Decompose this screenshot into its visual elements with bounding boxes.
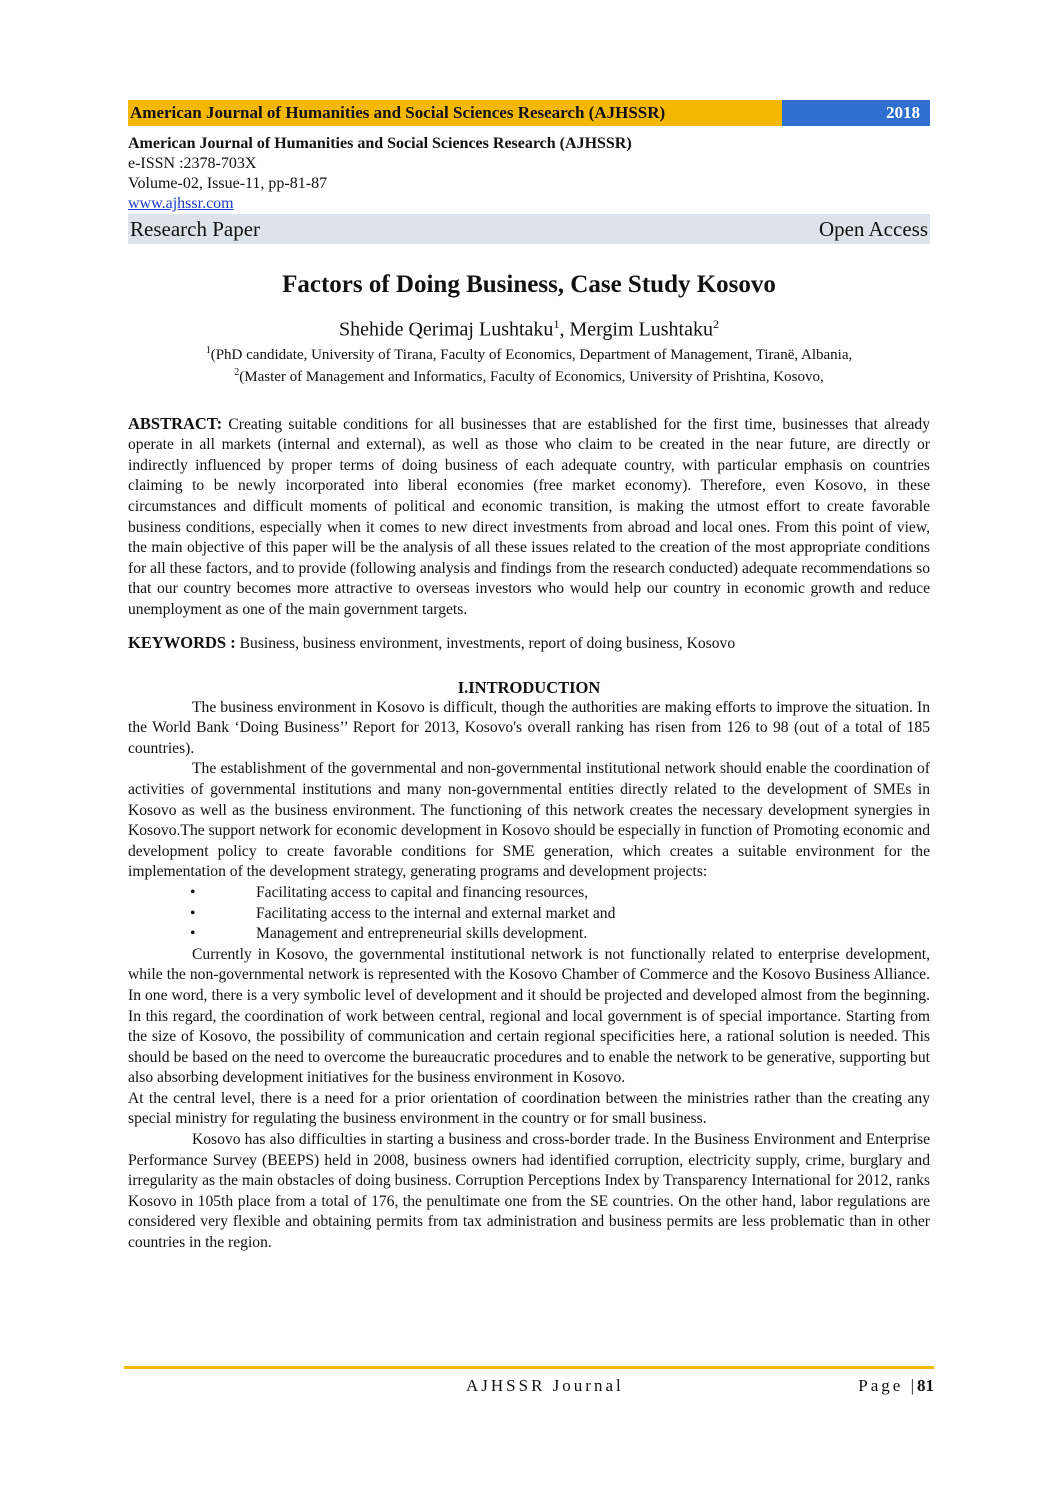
list-item-text: Management and entrepreneurial skills development. <box>256 925 588 943</box>
footer-page-label: Page | <box>858 1376 917 1395</box>
paper-type-bar <box>128 214 930 244</box>
author-affiliation-marker: 2 <box>712 317 719 331</box>
journal-header-bar <box>128 100 930 126</box>
keywords <box>128 633 930 654</box>
keywords-text: Business, business environment, investments, report of doing business, Kosovo <box>235 634 736 652</box>
section-heading: I.INTRODUCTION <box>457 677 601 697</box>
bullet-icon: • <box>190 904 196 922</box>
affiliation-text: (PhD candidate, University of Tirana, Faculty of Economics, Department of Management, Tiranë, Albania, <box>210 346 853 363</box>
introduction-body <box>128 698 930 1254</box>
author-list <box>128 312 930 342</box>
paragraph: The business environment in Kosovo is difficult, though the authorities are making efforts to improve the situation. In the World Bank ‘Doing Business’’ Report for 2013, Kosovo's overall ranking has risen from 126 to 98 (out of a total of 185 countries). <box>128 698 930 757</box>
bullet-list <box>128 883 930 945</box>
affiliation-marker: 2 <box>234 366 240 378</box>
journal-volume: Volume-02, Issue-11, pp-81-87 <box>128 175 328 192</box>
journal-website-link[interactable]: www.ajhssr.com <box>128 195 234 212</box>
abstract-label: ABSTRACT: <box>128 413 223 433</box>
bullet-icon: • <box>190 925 196 943</box>
journal-meta <box>128 134 930 214</box>
author-affiliation-marker: 1 <box>553 317 560 331</box>
list-item-text: Facilitating access to capital and financing resources, <box>256 883 589 901</box>
author-name: Shehide Qerimaj Lushtaku <box>339 318 554 341</box>
paragraph: Currently in Kosovo, the governmental institutional network is not functionally related to enterprise development, while the non-governmental network is represented with the Kosovo Chamber of Commerce and the Kosovo Business Alliance. In one word, there is a very symbolic level of development and it should be projected and developed almost from the beginning. In this regard, the coordination of work between central, regional and local government is of special importance. Starting from the size of Kosovo, the possibility of communication and certain regional specificities here, a rational solution is needed. This should be based on the need to overcome the bureaucratic procedures and to enable the network to be generative, supporting but also absorbing development initiatives for the business environment in Kosovo. <box>128 945 930 1087</box>
abstract-text: Creating suitable conditions for all businesses that are established for the first time, businesses that already operate in all markets (internal and external), as well as those who claim to be created in the near future, are directly or indirectly influenced by proper terms of doing business of each adequate country, with particular emphasis on countries claiming to be newly incorporated into liberal economies (free market economy). Therefore, even Kosovo, in these circumstances and difficult moments of political and economic transition, is making the utmost effort to create favorable business conditions, especially when it comes to new direct investments from abroad and local ones. From this point of view, the main objective of this paper will be the analysis of all these issues related to the creation of the most appropriate conditions for all these factors, and to provide (following analysis and findings from the research conducted) adequate recommendations so that our country becomes more attractive to overseas investors who would help our country in economic growth and reduce unemployment as one of the main government targets. <box>128 415 930 618</box>
author-name: Mergim Lushtaku <box>569 318 713 341</box>
journal-issn: e-ISSN :2378-703X <box>128 155 257 172</box>
footer-page <box>858 1376 934 1396</box>
paper-type-label: Research Paper <box>130 217 261 241</box>
journal-header-title: American Journal of Humanities and Social Sciences Research (AJHSSR) <box>128 100 782 126</box>
affiliation-marker: 1 <box>205 344 211 356</box>
footer-divider <box>124 1366 934 1369</box>
affiliation-line <box>128 342 930 364</box>
paragraph: The establishment of the governmental and non-governmental institutional network should enable the coordination of activities of governmental institutions and many non-governmental entities directly related to the development of SMEs in Kosovo as well as the business environment. The functioning of this network creates the necessary development synergies in Kosovo.The support network for economic development in Kosovo should be especially in function of Promoting economic and development policy to create favorable conditions for SME generation, which creates a suitable environment for the implementation of the development strategy, generating programs and development projects: <box>128 760 930 881</box>
journal-name: American Journal of Humanities and Social Sciences Research (AJHSSR) <box>128 135 632 152</box>
paragraph: At the central level, there is a need for a prior orientation of coordination between the ministries rather than the creating any special ministry for regulating the business environment in the country or for small business. <box>128 1089 930 1128</box>
footer-page-number: 81 <box>917 1376 934 1395</box>
footer-journal: AJHSSR Journal <box>466 1376 624 1395</box>
keywords-label: KEYWORDS : <box>128 632 236 652</box>
abstract <box>128 414 930 621</box>
author-separator: , <box>559 318 570 341</box>
list-item <box>128 924 930 945</box>
paragraph: Kosovo has also difficulties in starting a business and cross-border trade. In the Business Environment and Enterprise Performance Survey (BEEPS) held in 2008, business owners had identified corruption, electricity supply, crime, burglary and irregularity as the main obstacles of doing business. Corruption Perceptions Index by Transparency International for 2012, ranks Kosovo in 105th place from a total of 176, the penultimate one from the SE countries. On the other hand, labor regulations are considered very flexible and obtaining permits from tax administration and business permits are less problematic than in other countries in the region. <box>128 1131 930 1252</box>
bullet-icon: • <box>190 883 196 901</box>
paper-title: Factors of Doing Business, Case Study Kosovo <box>282 271 776 298</box>
affiliation-text: (Master of Management and Informatics, Faculty of Economics, University of Prishtina, Kosovo, <box>239 368 824 385</box>
journal-header-year: 2018 <box>782 100 930 126</box>
access-label: Open Access <box>818 217 928 241</box>
list-item <box>128 883 930 904</box>
page-content <box>128 100 930 1254</box>
list-item-text: Facilitating access to the internal and external market and <box>256 904 616 922</box>
affiliation-line <box>128 364 930 386</box>
list-item <box>128 904 930 925</box>
